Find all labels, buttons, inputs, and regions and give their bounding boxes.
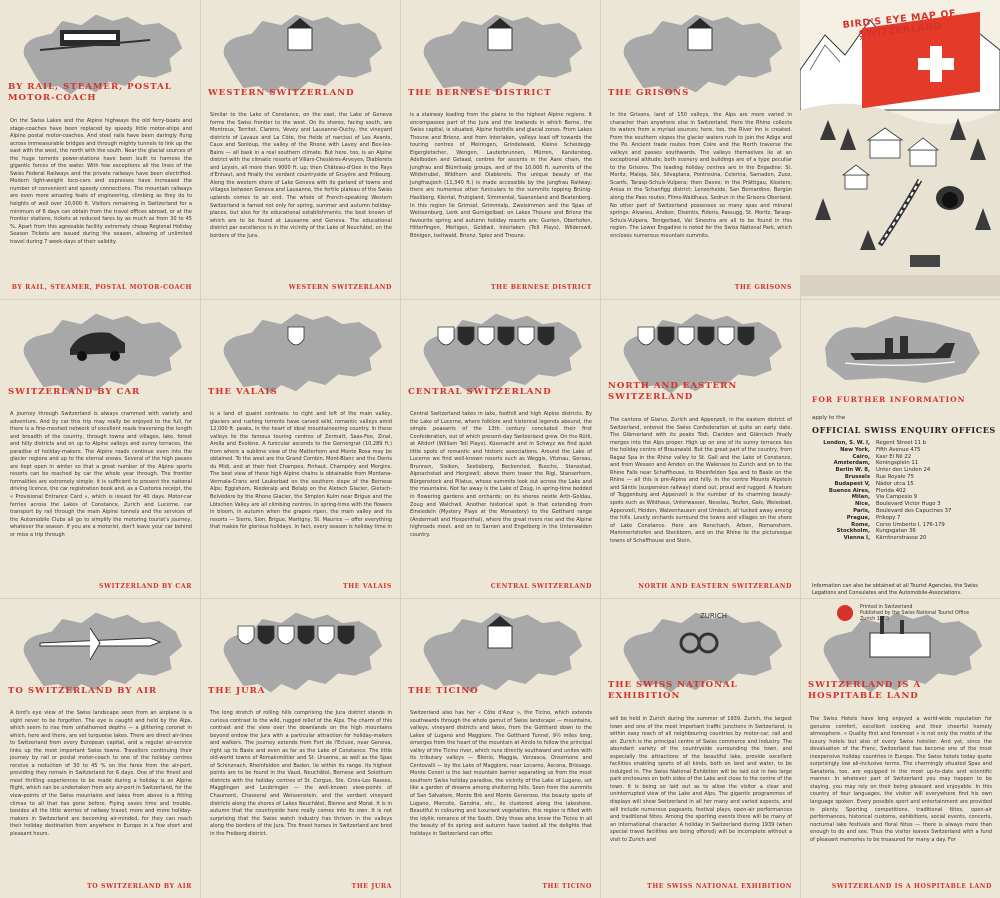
panel-footer: BY RAIL, STEAMER, POSTAL MOTOR-COACH xyxy=(11,284,192,291)
region-panel xyxy=(200,299,400,598)
region-panel xyxy=(800,598,1000,898)
panel-title: SWITZERLAND BY CAR xyxy=(8,387,141,397)
region-panel xyxy=(0,0,200,299)
office-address: Florida 402 xyxy=(876,487,906,494)
switzerland-map-icon xyxy=(0,598,200,698)
office-row xyxy=(812,440,992,447)
printed-line: Printed in Switzerland xyxy=(860,605,913,610)
panel-footer: SWITZERLAND BY CAR xyxy=(99,583,192,590)
office-row xyxy=(812,488,992,495)
office-city: Milan, xyxy=(851,494,870,501)
panel-footer: TO SWITZERLAND BY AIR xyxy=(87,883,192,890)
panel-title: THE BERNESE DISTRICT xyxy=(408,88,552,98)
switzerland-map-icon xyxy=(200,0,400,100)
switzerland-map-icon xyxy=(400,299,600,399)
panel-footer: NORTH AND EASTERN SWITZERLAND xyxy=(638,583,792,590)
office-row xyxy=(812,467,992,474)
region-panel xyxy=(400,0,600,299)
office-address: Boulevard Victor Hugo 3 xyxy=(876,501,941,508)
panel-title: WESTERN SWITZERLAND xyxy=(208,88,355,98)
region-panel xyxy=(200,598,400,898)
panel-footer: THE VALAIS xyxy=(343,583,392,590)
info-title: FOR FURTHER INFORMATION xyxy=(812,395,966,404)
further-information-panel xyxy=(800,300,1000,596)
region-panel xyxy=(0,299,200,598)
panel-footer: THE SWISS NATIONAL EXHIBITION xyxy=(647,883,792,890)
panel-body: Central Switzerland takes in lake, foothill and high Alpine districts. By the Lake of Lucerne, where folklore and historical legends abound, the simple peasants of the 13th century concluded their first Confederation, out of which present-day Switzerland grew. On the Rütli, at Altdorf (William Tell Plays), Küssnacht and in Schwyz we find quiet little spots of romantic and historic associations. Around the Lake of Lucerne we find well-known resorts such as Weggis, Vitznau, Gersau, Brunnen, Sisikon, Seelisberg, Beckenried, Buochs, Stansstad, Alpnachstad and Hergiswil; above them tower the Rigi, Stanserhorn, Bürgenstock and Pilatus, whose summits look out across the Lake and the mountains. Not far away is the Lake of Zoug, in spring-time bedded in flowering gardens and orchards; on its shores nestle Arth-Goldau, Zoug and Walchwil. Another historical spot is that extending from Einsiedeln (Mystery Plays at the Monastery) to the Gotthard range (Andermatt and Hospenthal), where the great rivers rise and the Alpine highroads meet, and on to Sarnen and Engelberg in the Unterwalden country. xyxy=(410,411,592,538)
office-row xyxy=(812,528,992,535)
office-city: Berlin W. 8, xyxy=(835,467,870,474)
office-city: Paris, xyxy=(853,507,870,514)
office-address: Via Campesio 9 xyxy=(876,494,918,501)
office-address: Corso Umberto I, 176-179 xyxy=(876,521,945,528)
region-panel xyxy=(0,598,200,898)
panel-footer: WESTERN SWITZERLAND xyxy=(288,284,392,291)
office-row xyxy=(812,481,992,488)
switzerland-map-icon xyxy=(200,299,400,399)
office-address: Kungsgatan 36 xyxy=(876,528,916,535)
office-row xyxy=(812,460,992,467)
office-address: Nádor utca 15 xyxy=(876,480,914,487)
steamer-map-icon xyxy=(815,308,985,388)
office-address: Regent Street 11 b xyxy=(876,440,927,446)
region-panel xyxy=(600,0,800,299)
office-address: Prikopy 7 xyxy=(876,514,901,521)
office-row xyxy=(812,454,992,461)
panel-body: Switzerland also has her « Côte d'Azur », the Ticino, which extends southwards through the whole gamut of Swiss landscape — mountains, valleys, vineyard districts and lakes, from the Gotthard down to the Lakes of Lugano and Maggiore. The Gotthard Tunnel, 9½ miles long, emerges from the heart of the mountain at Airolo to follow the principal valley of the Ticino river, which runs directly southward and unites with its tributary valleys — Blenio, Maggia, Verzasca, Onsernone and Centovalli — by the Lake of Maggiore, near Locarno, Ascona, Brissago. Monte Ceneri is the last mountain barrier separating us from the most southern Swiss holiday paradise, the vicinity of the Lake of Lugano, set like a garden of dreams among sheltering hills. Seen from the summits of San Salvatore, Monte Brè and Monte Generoso, the beauty spots of Lugano, Morcote, Gandria, etc., lie clustered along the lakeshore. Beautiful in colouring and luxuriant vegetation, this region is filled with the idyllic romance of the South. Only those who know the Ticino in all the beauty of its spring and autumn have tasted all the delights that holidays in Switzerland can offer. xyxy=(410,710,592,837)
office-city: Cairo, xyxy=(852,453,870,460)
office-city: Brussels xyxy=(844,473,870,480)
panel-footer: THE BERNESE DISTRICT xyxy=(490,284,592,291)
region-emblem-icon xyxy=(288,327,304,345)
panel-body: On the Swiss Lakes and the Alpine highways the old ferry-boats and stage-coaches have been replaced by speedy little motor-ships and Alpine postal motor-coaches. And steel rails have been daringly flung across immeasurable bridges and through mighty tunnels to link up the east with the west, the north with the south. Near the glacial sources of the huge torrents power-stations have been built to harness the gigantic forces of the water. With few exceptions all the lines of the Swiss Federal Railways and the private railways have been electrified. Modern light-weight loco-cars and expresses have increased the number of convenient and speedy connections. The mountain railways are even more amazing feats of engineering, climbing as they do to heights of well over 10,000 ft. Visitors remaining in Switzerland for a minimum of 6 days can obtain from the travel offices abroad, or at the frontier stations, tickets at reduced fares by as much as from 30 to 45 %. Apart from this agreeable facility extremely cheap Regional Holiday Season Tickets are issued during the season, allowing of unlimited travel during 7 week-days of their validity. xyxy=(10,118,192,245)
office-address: Kärntnerstrasse 20 xyxy=(876,535,927,542)
panel-title: THE VALAIS xyxy=(208,387,278,397)
office-row xyxy=(812,494,992,501)
panel-footer: THE GRISONS xyxy=(734,284,792,291)
panel-body: The long stretch of rolling hills comprising the Jura district stands in curious contrast to the wild, rugged relief of the Alps. The charm of this contrast and the view over the downlands on the high mountains beyond endow the Jura with a particular attraction for holiday-makers and walkers. The journey extends from Fort de l'Ecluse, near Geneva, right up to Basle and even as far as the Lake of Constance. The little old-world towns of Romainmôtier and St. Ursanne, as well as the Spas of Schinznach, Rheinfelden and Baden, lie within its range. Its highest points are to be found in the Vaud, Neuchâtel, Bernese and Solothurn districts with the holiday centres of St. Cergue, Ste. Croix-Les Rasses, Magglingen and Leubringen — the well-known view-points of Chaumont, Chasseral and Weissenstein, and the verdant vineyard districts along the shores of Lakes Neuchâtel, Bienne and Morat. It is in autumn that the countryside here really comes into its own. It is not surprising that the Swiss watch industry has thriven in the valleys along the borders of the Jura. The finest horses in Switzerland are bred in the Freiberg district. xyxy=(210,710,392,837)
panel-footer: THE TICINO xyxy=(542,883,592,890)
office-row xyxy=(812,501,992,508)
switzerland-map-icon xyxy=(200,598,400,698)
info-apply: apply to the xyxy=(812,415,846,421)
panel-body: is a stairway leading from the plains to the highest Alpine regions. It encompasses part of the Jura and the lowlands in which Berne, the Swiss capital, is situated, Alpine foothills and glacial zones. From Lakes Thoune and Brienz, and from Interlaken, valleys lead off towards the touring centres of Meiringen, Grindelwald, Kleine Scheidegg-Eigergletscher, Wengen, Lauterbrunnen, Mürren, Kandersteg, Adelboden and Gstaad, centres for ascents in the Aare chain, the Jungfrau and Blümlisalp groups, and of the 10,000 ft. summits of the Wildstrubel, Wildhorn and Diablerets. The unique beauty of the Jungfraujoch (11,340 ft.) is made accessible by the Jungfrau Railway; there are numerous other funiculars to the summits topping Brünig-Hasliberg, Kiental, Frutigland, Simmental, Saanenland and Beatenberg. In this region lie Grimsel, Grimmialp, Zweisimmen and the Spas of Weissenburg, Lenk and Gurnigelbad; on Lakes Thoune and Brienz the favourite spring and autumn holiday resorts are: Gunten, Oberhofen, Hilterfingen, Merligen, Goldiwil, Interlaken (Tell Plays), Wilderswil, Bönigen, Iseltwald, Brienz, Spiez and Thoune. xyxy=(410,112,592,239)
office-city: Nice, xyxy=(855,501,870,508)
office-row xyxy=(812,508,992,515)
switzerland-map-icon xyxy=(400,598,600,698)
switzerland-map-icon xyxy=(400,0,600,100)
office-row xyxy=(812,474,992,481)
printed-line: Zurich 1938 xyxy=(860,617,890,622)
panel-body: will be held in Zurich during the summer of 1939. Zurich, the largest town and one of the most important traffic junctions in Switzerland, is within easy reach of all neighbouring countries by motor-car, rail and air. Zurich is the principal centre of Swiss commerce and industry. The abundant variety of the countryside surrounding the town, and especially the attractions of the beautiful lake, provide excellent facilities enabling sports of all kinds, both on land and water, to be indulged in. The Swiss National Exhibition will be laid out in two large park enclosures on both sides of the Lake and close to the centre of the town. It is being so laid out as to allow the visitor a clear and uninterrupted view of the Lake and Alps. The gigantic programmes of displays will show Switzerland in all her many and varied aspects, and will include numerous pageants, festival plays, open-air performances and traditional fêtes. Among the sporting events there will be many of an international character. A holiday in Switzerland during 1939 (when special travel facilities are being offered) will be incomplete without a visit to Zurich and xyxy=(610,716,792,843)
office-row xyxy=(812,535,992,542)
panel-title: NORTH AND EASTERN SWITZERLAND xyxy=(608,381,738,402)
panel-title: SWITZERLAND IS A HOSPITABLE LAND xyxy=(808,680,922,701)
region-panel xyxy=(400,299,600,598)
region-panel xyxy=(200,0,400,299)
switzerland-map-icon xyxy=(0,299,200,399)
printed-note xyxy=(860,605,969,623)
panel-footer: THE JURA xyxy=(351,883,392,890)
region-panel xyxy=(600,598,800,898)
office-address: Boulevard des Capucines 37 xyxy=(876,507,952,514)
switzerland-map-icon xyxy=(600,0,800,100)
office-list xyxy=(812,440,992,542)
panel-body: is a land of quaint contrasts: to right and left of the main valley, glaciers and rushing torrents have carved wild, romantic valleys amid 12,000 ft. peaks, in the heart of ideal mountaineering country. In these valleys lie the famous touring centres of Zermatt, Saas-Fee, Zinal, Arolla and Evolène. A funicular ascends to the Gornergrat (10,289 ft.) from where a sublime view of the Matterhorn and Monte Rosa may be obtained. To the west are the Grand Combin, Mont-Blanc and the Dents du Midi, and at their feet Champex, Finhaut, Champéry and Morgins. The best view of these high Alpine chains is obtainable from Montana-Vermala-Crans and Leukerbad on the southern slope of the Bernese Alps; Eggishorn, Riederalp and Belalp on the Aletsch Glacier, Gletsch-Belvédère by the Rhone Glacier, the Simplon Kulm near Brigue and the Lötschen Valley are all climbing centres. In spring-time with the flowers in bloom, in autumn when the grapes ripen, the main valley and its resorts — Sierre, Sion, Brigue, Martigny, St. Maurice — offer everything that makes for glorious holidays. In fact, every season is holiday time in xyxy=(210,411,392,531)
panel-title: THE GRISONS xyxy=(608,88,690,98)
panel-title: THE TICINO xyxy=(408,686,479,696)
office-city: New York, xyxy=(840,446,870,453)
office-row xyxy=(812,515,992,522)
panel-title: TO SWITZERLAND BY AIR xyxy=(8,686,158,696)
swiss-cross-icon xyxy=(930,46,942,82)
panel-title: THE JURA xyxy=(208,686,266,696)
office-city: Buenos Aires, xyxy=(828,487,870,494)
region-panel xyxy=(600,299,800,598)
office-city: Amsterdam, xyxy=(833,460,870,467)
panel-title: CENTRAL SWITZERLAND xyxy=(408,387,552,397)
panel-body: A journey through Switzerland is always crammed with variety and adventure. And by car this trip may really be enjoyed to the full, for there is a fine-meshed network of excellent roads traversing the length and breadth of the country, through towns and villages, lake, forest and hilly districts and on up to Alpine valleys and sunny terraces, the paradise of holiday-makers. The Alpine roads continue even into the glacier regions and up to the eternal snows. Several of the high passes are kept open in winter so that a great number of the Alpine sports resorts can be reached by car the whole year through. The frontier formalities are extremely simple: it is sufficient to present the national driving licence, the car registration book and, as a Customs receipt, the « Provisional Entrance Card », which is issued for 40 days. Motor-car ferries across the Lakes of Constance, Zurich and Lucerne, car transport by rail through the main Alpine tunnels and the services of the Automobile Clubs all go to simplify the motoring tourist's journey, whatever the season. If you are a motorist, don't leave your car behind or miss a trip through xyxy=(10,411,192,538)
office-address: Kasr El Nil 22 xyxy=(876,453,912,460)
region-panel xyxy=(400,598,600,898)
office-row xyxy=(812,522,992,529)
office-city: Stockholm, xyxy=(836,528,870,535)
office-city: Prague, xyxy=(846,514,870,521)
panel-title: THE SWISS NATIONAL EXHIBITION xyxy=(608,680,738,701)
office-address: Fifth Avenue 475 xyxy=(876,446,921,453)
office-row xyxy=(812,447,992,454)
swiss-tourist-office-logo-icon xyxy=(837,605,853,621)
printed-line: Published by the Swiss National Tourist Office xyxy=(860,611,970,616)
panel-footer: CENTRAL SWITZERLAND xyxy=(490,583,592,590)
panel-body: A bird's eye view of the Swiss landscape seen from an airplane is a sight never to be forgotten. The eye is caught and held by the Alps, which seem to rise from unfathomed depths — a glittering coronet in which, here and there, are set turquoise lakes. There are direct air-lines to Switzerland from every European capital, and a regular air-service links up the most important Swiss towns. Travellers continuing their journey by rail or postal motor-coach to one of the holiday centres receive a reduction of 30 to 45 % on the fares from the air-port, providing they remain in Switzerland for 6 days. One of the finest and most thrilling experiences to be made during a holiday is an Alpine flight, which can be undertaken from any air-port in Switzerland, for the view-points of the Swiss mountains and lakes from above is a fitting climax to all that has gone before. Flying saves time and trouble, besides all the little worries of railway travel; more and more holiday-makers in Switzerland are becoming air-minded, for they can reach their holiday destination from anywhere in Europe in a few short and pleasant hours. xyxy=(10,710,192,837)
office-address: Koningsplein 11 xyxy=(876,460,919,467)
svg-text:ZURICH: ZURICH xyxy=(700,612,727,620)
office-city: Budapest V, xyxy=(834,480,870,487)
panel-body: In the Grisons, land of 150 valleys, the Alps are more varied in character than anywhere else in Switzerland. Here the Rhine collects its waters from a myriad sources; here, too, the River Inn is created. From the southern slopes the glacier waters rush to join the Adige and the Po. Ancient trade routes from Coire and the North traverse the valleys and passes southwards. The valleys themselves lie at an exceptional altitude; both scenery and buildings are of a type peculiar to the Grisons. The leading holiday centres are in the Engadine: St. Moritz, Maloja, Sils, Silvaplana, Pontresina, Celerina, Samaden, Zuoz, Scanfs, Tarasp-Schuls-Vulpera; then Davos; in the Prättigau, Klosters; Arosa in the Schanfigg district; Lenzerheide, San Bernardino, Bergün along the Pass routes; Flims-Waldhaus, Sedrun in the Grisons Oberland. No other part of Switzerland possesses so many spas and mineral springs: Alvaneu, Andeer, Disentis, Fideris, Passugg, St. Moritz, Tarasp-Schuls-Vulpera, Tenigerbad, Val Sinestra are all to be found in this region. The Lower Engadine is noted for the Swiss National Park, which encloses numerous mountain summits. xyxy=(610,112,792,239)
cover-title: BIRD'S EYE MAP OF SWITZERLAND xyxy=(842,8,957,41)
cover-panel xyxy=(800,0,1000,296)
panel-body: Similar to the Lake of Constance, on the east, the Lake of Geneva forms the Swiss frontier to the west. On its shores, facing south, are Montreux, Territet, Clarens, Vevey and Lausanne-Ouchy, the vineyard districts of Lavaux and La Côte, the fields of narcissi of Les Avants, Caux and Sonloup, the valley of the Rhone with Lavey and Bex-les-Bains — all bask in a real southern climate. But here, too, is an Alpine district with the climatic resorts of Villars-Chesières-Arveyes, Diablerets and Leysin, all more than 9000 ft. up; then Château-d'Oex in the Pays d'Enhaut, and finally the verdant countryside of Gruyère and Fribourg. Along the western shore of Lake Geneva with its garland of towns and villages between Geneva and Lausanne, the fertile plateau of the Swiss uplands comes to an end. The whole of French-speaking Western Switzerland is famed not only for spring, summer and autumn holiday-places, but also for its educational establishments, the best known of which are to be found at Lausanne and Geneva. The educational district par excellence is in the vicinity of the Lake of Neuchâtel, on the borders of the Jura. xyxy=(210,112,392,239)
info-heading: OFFICIAL SWISS ENQUIRY OFFICES xyxy=(812,425,996,435)
panel-body: The Swiss Hotels have long enjoyed a world-wide reputation for genuine comfort, excellent cooking and their cheerful homely atmosphere. « Quality first and foremost » is not only the motto of the luxury hotels but also of every Swiss hotelier. And yet, since the devaluation of the Franc, Switzerland has become one of the most inexpensive holiday countries in Europe. The Swiss hotels today quote surprisingly low all-inclusive terms. The charmingly situated Spas and Sanatoria, too, are equipped in the most up-to-date and scientific manner. In whatever part of Switzerland you may happen to be staying, you may rely on their being pleasant and enjoyable. In this country of four languages, the visitor will everywhere find his own language spoken. Every possible sport and entertainment are provided in plenty. Sporting competitions, traditional fêtes, open-air performances, historical customs, exhibitions, social events, concerts, nocturnal lake festivals and floral fêtes — there is always more than enough to do and see. Thus the visitor leaves Switzerland with a fund of pleasant memories to be treasured for many a day. For xyxy=(810,716,992,843)
panel-title: BY RAIL, STEAMER, POSTAL MOTOR-COACH xyxy=(8,82,172,103)
info-note: Information can also be obtained at all Tourist Agencies, the Swiss Legations and Consulates and the Automobile-Associations. xyxy=(812,583,978,596)
office-address: Rue Royale 75 xyxy=(876,473,914,480)
office-city: London, S. W. I, xyxy=(823,440,870,446)
panel-body: The cantons of Glarus, Zurich and Appenzell, in the eastern district of Switzerland, entered the Swiss Confederation at quite an early date. The Glärnerland with its peaks Tödi, Clariden and Glärnisch finally merges into the Alps proper. High up on one of its sunny terraces lies the holiday centre of Braunwald. But the great part of the country, from Ragaz Spa in the Rhine valley to St. Gall and the Lake of Constance, and from Wessen and Amden on the Walensee to Zurich and on to the Rhine Falls near Schaffhouse, to Rheinfelden Spa and to Basle on the Rhine — all this is pre-Alpine and hilly. In the centre Mounts Alpstein and Säntis (suspension railway) stand out, proud and rugged. A feature of Toggenburg and Appenzell is the number of its charming beauty-spots such as Wildhaus, Unterwasser, Nesslau, Teufen, Gais, Weissbad, Appenzell, Heiden, Walzenhausen and Urnäsch, all tucked away among the hills. Lovely orchards surround the towns and villages on the shore of Lake Constance. Here are Rorschach, Arbon, Romanshorn, Mammertshofen and Steckborn, and on the Rhine lie the picturesque towns of Schaffhouse and Stein. xyxy=(610,417,792,544)
office-city: Vienna I, xyxy=(843,535,870,542)
office-city: Rome, xyxy=(851,521,870,528)
panel-footer: SWITZERLAND IS A HOSPITABLE LAND xyxy=(831,883,992,890)
office-address: Unter den Linden 24 xyxy=(876,467,931,474)
